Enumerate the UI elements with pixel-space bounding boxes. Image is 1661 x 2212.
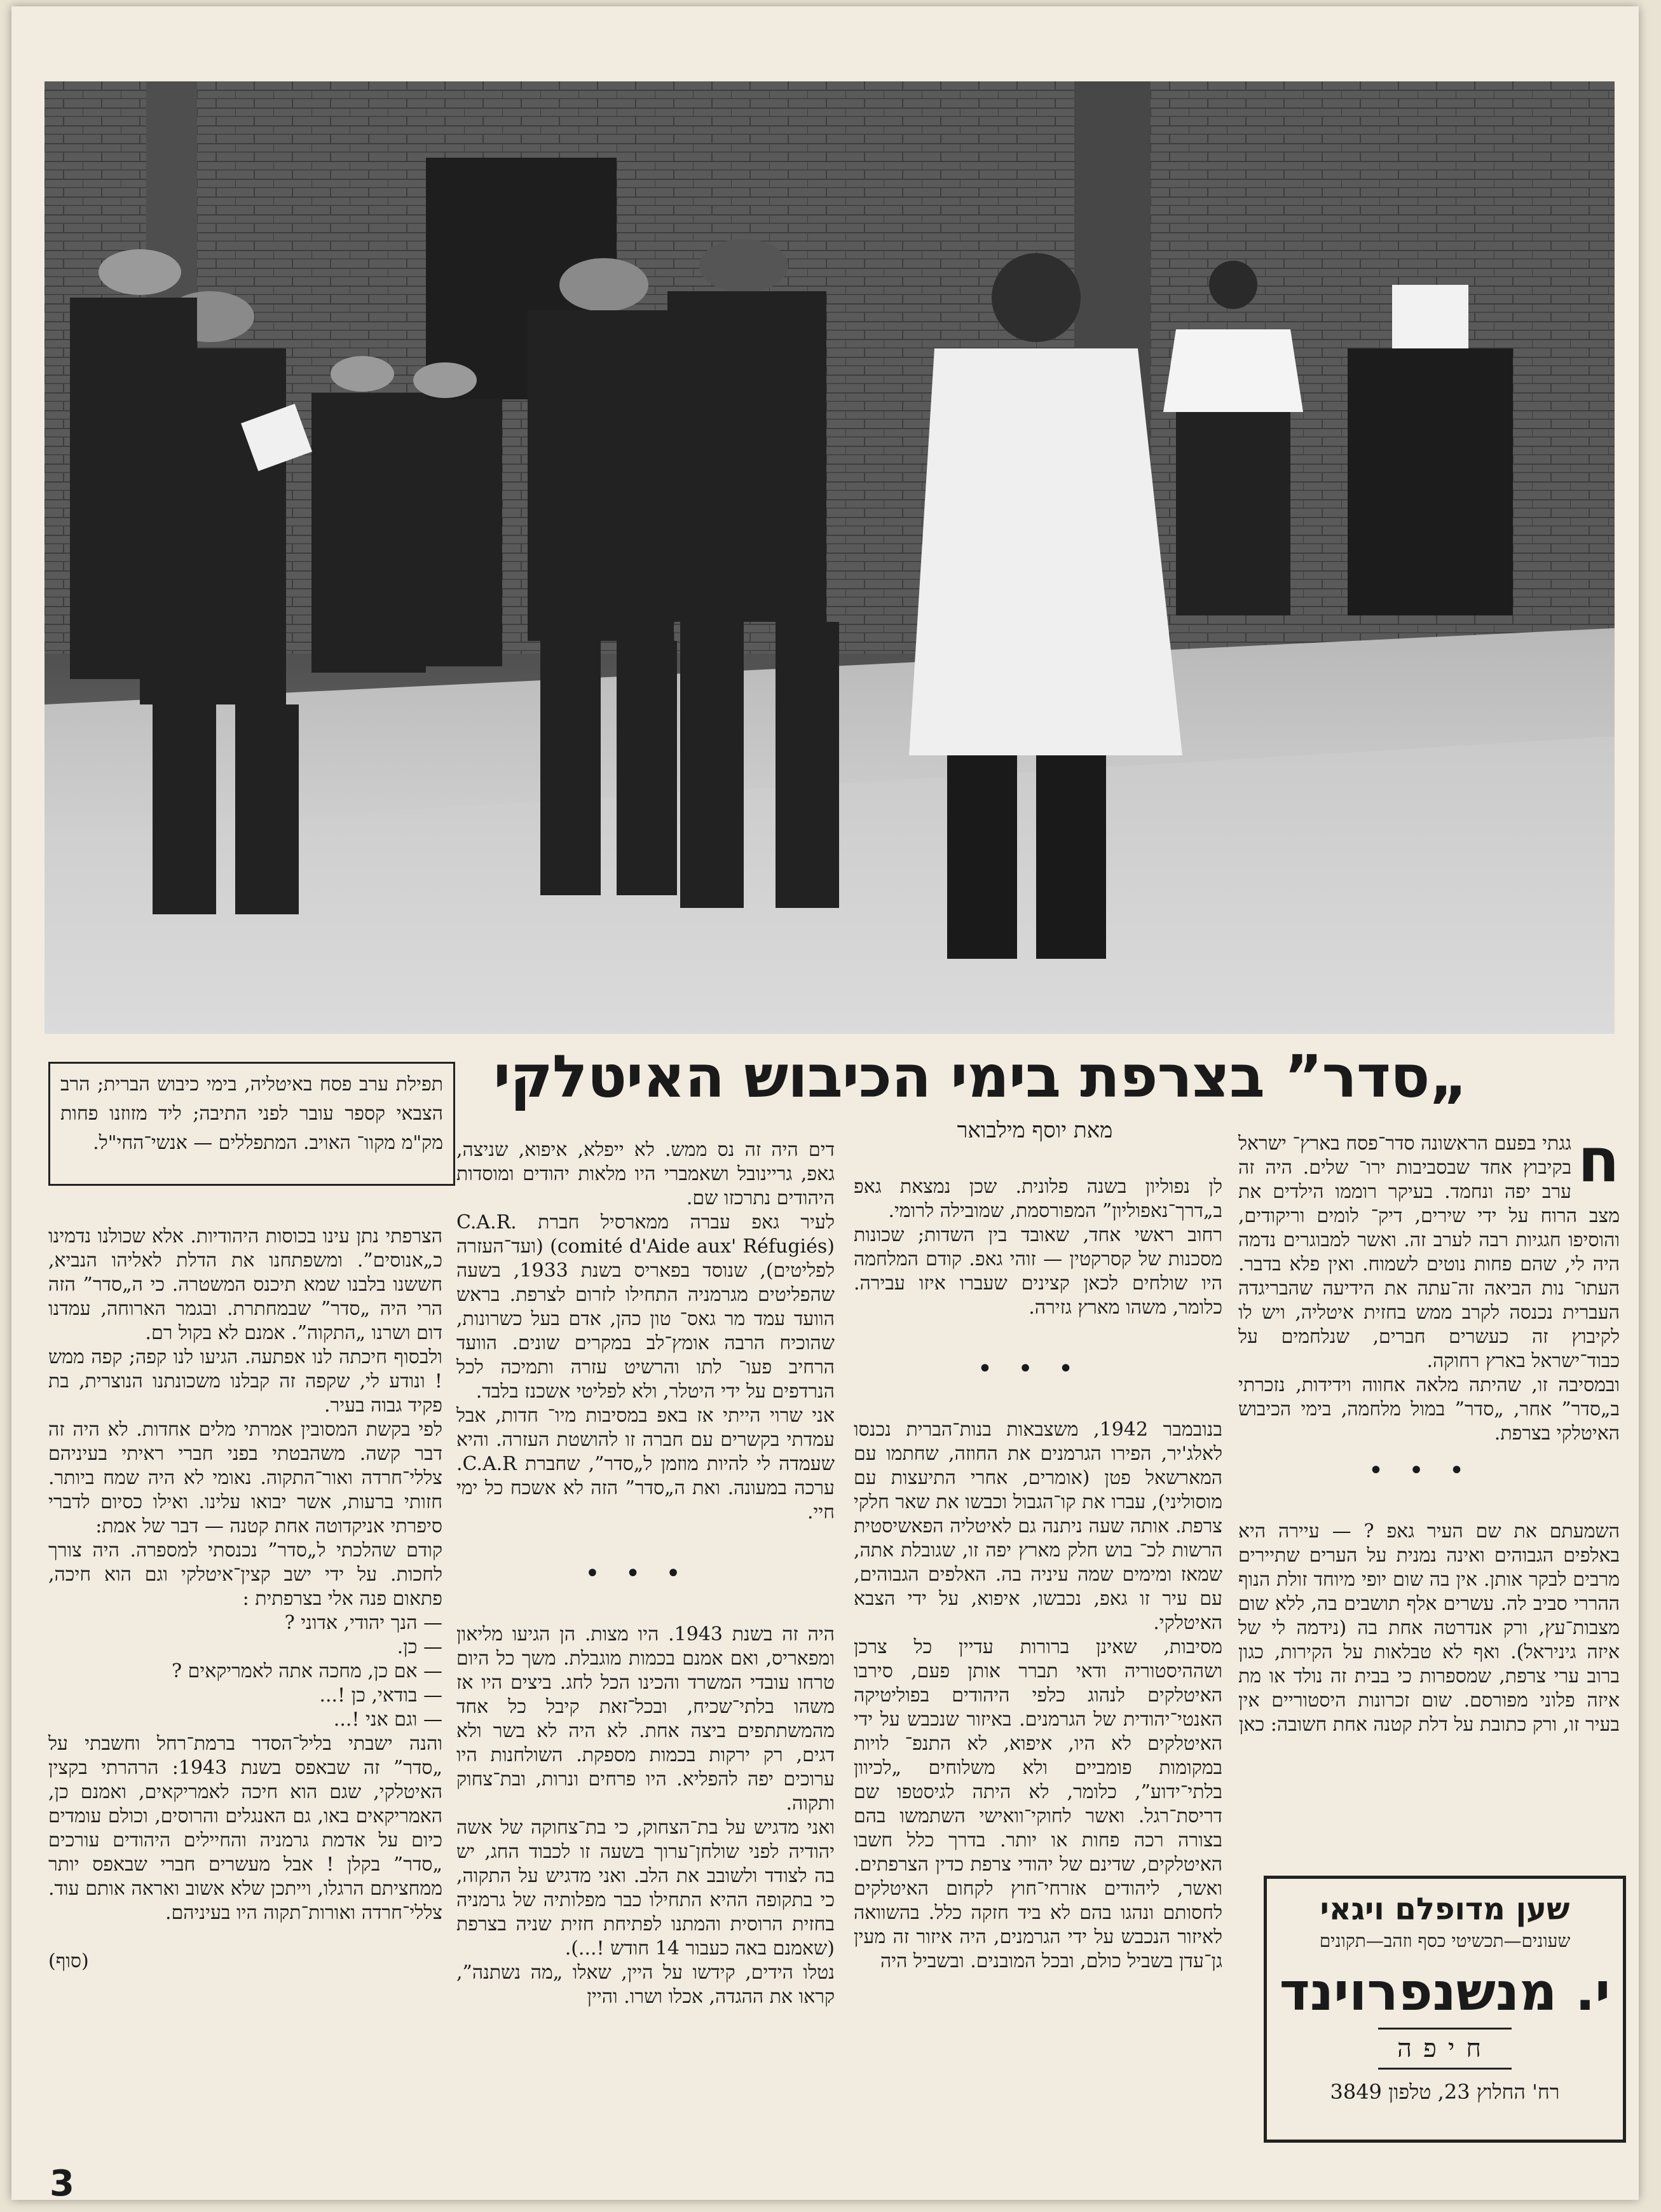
- section-separator: •••: [585, 1559, 706, 1588]
- column-1-text-b: השמעתם את שם העיר גאפ ? — עיירה היא באלפים הגבוהים ואינה נמנית על הערים שתיירים מרבים לבקר אותן. אין בה שום יופי מיוחד זולת הנוף ההררי סביב לה. עשרים אלף תושבים בה, ללא שום מצבות־עץ, ורק אנדרטה אחת בה (נידמה לי של איזה גיניראל). ואף לא טבלאות על הקירות, כגון ברוב ערי צרפת, שמספרות כי בבית זה נולד או מת איזה פלוני מפורסם. שום זכרונות היסטוריים אין בעיר זו, ורק כתובת על דלת קטנה אחת חשובה: כאן: [1238, 1520, 1620, 1736]
- column-2: [854, 1151, 1222, 1998]
- section-separator: •••: [977, 1354, 1099, 1384]
- photo-illustration: [44, 81, 1615, 1034]
- column-3-text-a: דים היה זה נס ממש. לא ייפלא, איפוא, שניצה, גאפ, גריינובל ושאמברי היו מלאות יהודים ומוסדות היהודים נתרכזו שם. לעיר גאפ עברה ממארסיל חברת C.A.R. (comité d'Aide aux' Réfugiés) (ועד־העזרה לפליטים), שנוסד בפאריס בשנת 1933, בשעה שהפליטים מגרמניה התחילו לזרום לצרפת. בראש הוועד עמד מר גאס־ טון כהן, אדם בעל כשרונות, שהוכיח הרבה אומץ־לב במקרים שונים. הוועד הרחיב פעו־ לתו והרשיט עזרה ותמיכה לכל הנרדפים על ידי היטלר, ולא לפליטי אשכנז בלבד. אני שרוי הייתי אז באפ במסיבות מיו־ חדות, אבל עמדתי בקשרים עם חברה זו להושטת העזרה. והיא שעמדה לי להיות מוזמן ל„סדר”, שחברת C.A.R. ערכה במעונה. ואת ה„סדר” הזה לא אשכח כל ימי חיי.: [456, 1139, 835, 1523]
- column-2-text-b: בנובמבר 1942, משצבאות בנות־הברית נכנסו לאלג'יר, הפירו הגרמנים את החוזה, שחתמו עם המארשאל פטן (אומרים, אחרי התיעצות עם מוסוליני), עברו את קו־הגבול וכבשו את שאר חלקי צרפת. אותה שעה ניתנה גם לאיטליה הפאשיסטית הרשות לכ־ בוש חלק מארץ יפה זו, שגובלת אתה, שמאז ומימים שמה עיניה בה. האלפים הגבוהים, עם עיר זו גאפ, נכבשו, איפוא, על ידי הצבא האיטלקי. מסיבות, שאינן ברורות עדיין כל צרכן ושההיסטוריה ודאי תברר אותן פעם, סירבו האיטלקים לנהוג כלפי היהודים בפוליטיקה האנטי־יהודית של הגרמנים. באיזור שנכבש על ידי האיטלקים לא היו, איפוא, לא התנפ־ לויות במקומות פומביים ולא משלוחים „לכיוון בלתי־ידוע”, כלומר, לא היתה לגיסטפו שם דריסת־רגל. ואשר לחוקי־וואישי השתמשו בהם בצורה רכה פחות או יותר. בדרך כלל חשבו האיטלקים, שדינם של יהודי צרפת כדין הצרפתים. ואשר, ליהודים אזרחי־חוץ לקחום האיטלקים לחסותם ונהגו בהם לא ביד חזקה כלל. בהשוואה לאיזור הנכבש על ידי הגרמנים, היה איזור זה מעין גן־עדן בשביל כולם, ובכל המובנים. ובשביל היה: [854, 1419, 1222, 1972]
- column-2-text-a: לן נפוליון בשנה פלונית. שכן נמצאת גאפ ב„דרך־נאפוליון” המפורסמת, שמובילה לרומי. רחוב ראשי אחד, שאובד בין השדות; שכונות מסכנות של קסרקטין — זוהי גאפ. קודם המלחמה היו שולחים לכאן קצינים שעברו איזו עבירה. כלומר, משהו מארץ גזירה.: [854, 1176, 1222, 1319]
- article-end-mark: (סוף): [48, 1950, 89, 1972]
- ad-heading: שען מדופלם ויגאי: [1320, 1892, 1570, 1927]
- column-4: [48, 1200, 442, 1998]
- magazine-page: [11, 6, 1639, 2204]
- ad-city: חיפה: [1378, 2028, 1512, 2070]
- section-separator: •••: [1368, 1456, 1490, 1485]
- ad-address: רח' החלוץ 23, טלפון 3849: [1330, 2080, 1560, 2104]
- watchmaker-advertisement: [1264, 1876, 1626, 2143]
- article-title: „סדר” בצרפת בימי הכיבוש האיטלקי: [493, 1043, 1467, 1111]
- ad-business-name: י. מנשנפרוינד: [1279, 1962, 1611, 2023]
- page-number: 3: [50, 2163, 74, 2204]
- photo-caption: תפילת ערב פסח באיטליה, בימי כיבוש הברית; הרב הצבאי קספר עובר לפני התיבה; ליד מזוזנו פחות מק"מ מקוו־ האויב. המתפללים — אנשי־החי"ל.: [48, 1062, 455, 1186]
- article-photo: [44, 81, 1615, 1034]
- column-3-text-b: היה זה בשנת 1943. היו מצות. הן הגיעו מליאון ומפאריס, ואם אמנם בכמות מוגבלת. משך כל היום טרחו עובדי המשרד והכינו הכל לחג. ביצים היו אז משהו בלתי־שכיח, ובכל־זאת קיבל כל אחד מהמשתתפים ביצה אחת. לא היה לא בשר ולא דגים, רק ירקות בכמות מספקת. השולחנות היו ערוכים יפה להפליא. היו פרחים ונרות, ובת־צחוק ותקוה. ואני מדגיש על בת־הצחוק, כי בת־צחוקה של אשה יהודיה לפני שולחן־ערוך בשעה זו לכבוד החג, יש בה לצודד ולשובב את הלב. ואני מדגיש על התקוה, כי בתקופה ההיא התחילו כבר מפלותיה של גרמניה בחזית הרוסית והמתנו לפתיחת חזית שניה בצרפת (שאמנם באה כעבור 14 חודש !...). נטלו הידים, קידשו על היין, שאלו „מה נשתנה”, קראו את ההגדה, אכלו ושרו. והיין: [456, 1623, 835, 2008]
- ad-services: שעונים—תכשיטי כסף וזהב—תקונים: [1319, 1930, 1571, 1951]
- article-byline: מאת יוסף מילבואר: [957, 1118, 1113, 1143]
- column-3: [456, 1114, 835, 2033]
- column-1: [1238, 1108, 1620, 1761]
- drop-cap: ח: [1578, 1125, 1620, 1196]
- column-4-text-a: הצרפתי נתן עינו בכוסות היהודיות. אלא שכולנו נדמינו כ„אנוסים”. ומשפתחנו את הדלת לאליהו הנביא, חששנו בלבנו שמא תיכנס המשטרה. כי ה„סדר” הזה הרי היה „סדר” שבמחתרת. ובגמר הארוחה, עמדנו דום ושרנו „התקוה”. אמנם לא בקול רם. ולבסוף חיכתה לנו אפתעה. הגיעו לנו קפה; קפה ממש ! ונודע לי, שקפה זה קבלנו משכונתנו הנוצרית, בת פקיד גבוה בעיר. לפי בקשת המסובין אמרתי מלים אחדות. לא היה זה דבר קשה. משהבטתי בפני חברי ראיתי בעיניהם צללי־חרדה ואור־התקוה. נאומי לא היה שמח ביותר. חזותי ברעות, אשר יבואו עלינו. ואילו כסיום לדברי סיפרתי אניקדוטה אחת קטנה — דבר של אמת: קודם שהלכתי ל„סדר” נכנסתי למספרה. היה צורך לחכות. על ידי ישב קצין־איטלקי וגם הוא חיכה, פתאום פנה אלי בצרפתית : — הנך יהודי, אדוני ? — כן. — אם כן, מחכה אתה לאמריקאים ? — בודאי, כן !... — וגם אני !... והנה ישבתי בליל־הסדר ברמת־רחל וחשבתי על „סדר” זה שבאפס בשנת 1943: הרהרתי בקצין האיטלקי, שגם הוא חיכה לאמריקאים, ואמנם כן, האמריקאים באו, גם האנגלים והרוסים, וכולם עומדים כיום על אדמת גרמניה והחיילים היהודים עורכים „סדר” בקלן ! אבל מעשרים חברי שבאפס יותר ממחציתם הרגלו, וייתכן שלא אשוב ואראה אותם עוד. צללי־חרדה ואורות־תקוה היו בעיניהם.: [48, 1225, 442, 1924]
- column-1-text-a: גגתי בפעם הראשונה סדר־פסח בארץ־ ישראל בקיבוץ אחד שבסביבות ירו־ שלים. היה זה ערב יפה ונחמד. בעיקר רוממו הילדים את מצב הרוח על ידי שירים, דיק־ לומים וריקודים, והוסיפו חגגיות רבה לערב זה. ואשר למבוגרים נדמה היה לי, שהם פחות נוטים לשמוח. ואין פלא בדבר. העתו־ נות הביאה זה־עתה את הידיעה שהבריגדה העברית נכנסה לקרב ממש בחזית איטליה, ויש לו לקיבוץ זה כעשרים חברים, שנלחמים על כבוד־ישראל בארץ רחוקה. ובמסיבה זו, שהיתה מלאה אחווה וידידות, נזכרתי ב„סדר” אחר, „סדר” במול מלחמה, בימי הכיבוש האיטלקי בצרפת.: [1238, 1132, 1620, 1445]
